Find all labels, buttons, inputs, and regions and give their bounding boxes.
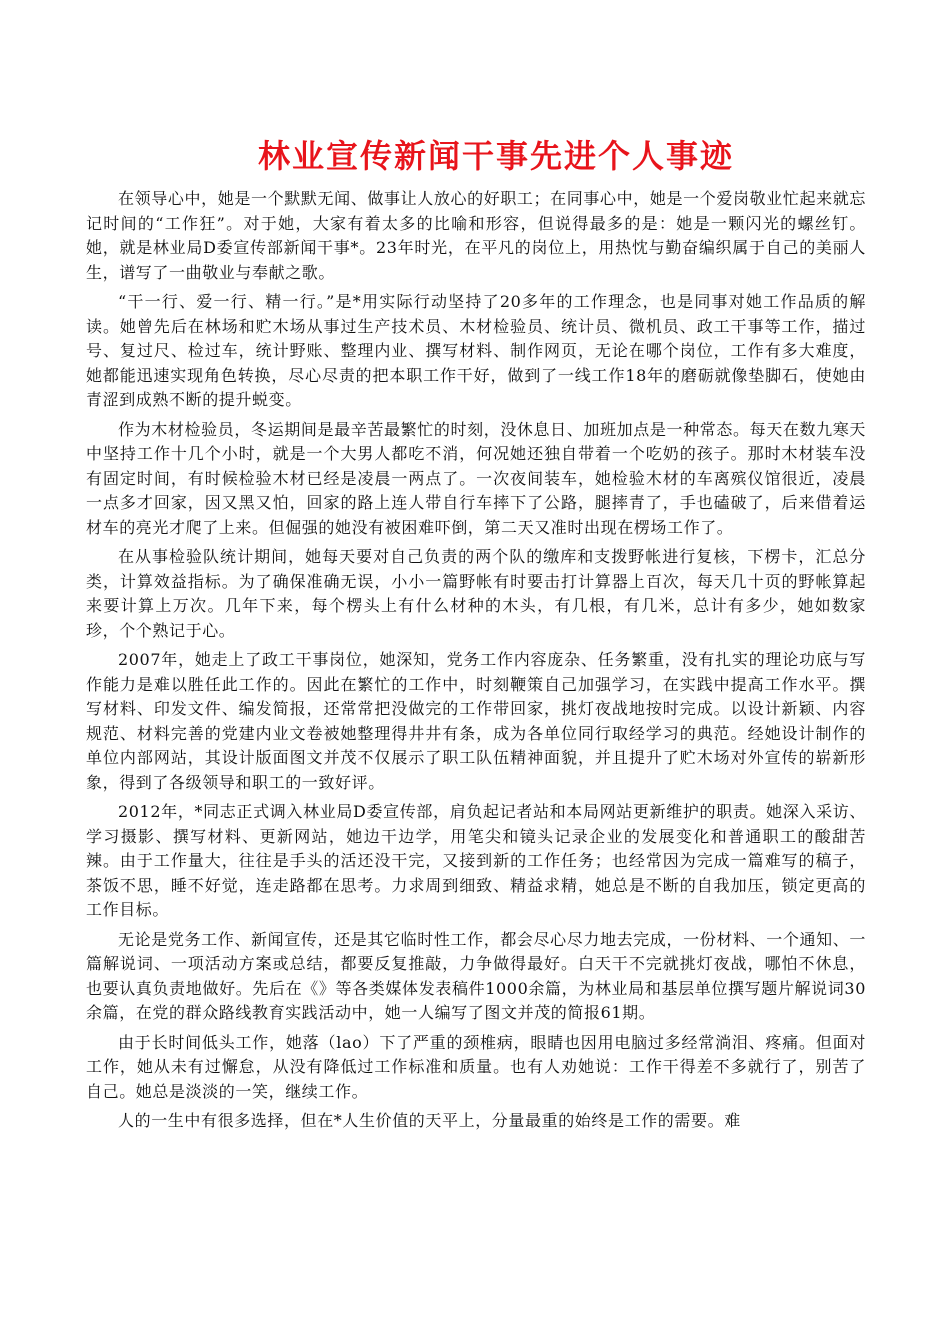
paragraph-8: 由于长时间低头工作，她落（lao）下了严重的颈椎病，眼睛也因用电脑过多经常淌泪、疼痛。但面对工作，她从未有过懈怠，从没有降低过工作标准和质量。也有人劝她说：工作干得差不多就行了，别苦了自己。她总是淡淡的一笑，继续工作。	[86, 1032, 866, 1101]
paragraph-9: 人的一生中有很多选择，但在*人生价值的天平上，分量最重的始终是工作的需要。难	[118, 1111, 741, 1130]
paragraph-1: 在领导心中，她是一个默默无闻、做事让人放心的好职工；在同事心中，她是一个爱岗敬业忙起来就忘记时间的“工作狂”。对于她，大家有着太多的比喻和形容，但说得最多的是：她是一颗闪光的螺丝钉。她，就是林业局D委宣传部新闻干事*。23年时光，在平凡的岗位上，用热忱与勤奋编织属于自己的美丽人生，谱写了一曲敬业与奉献之歌。	[86, 189, 866, 282]
paragraph-2: “干一行、爱一行、精一行。”是*用实际行动坚持了20多年的工作理念，也是同事对她工作品质的解读。她曾先后在林场和贮木场从事过生产技术员、木材检验员、统计员、微机员、政工干事等工作，描过号、复过尺、检过车，统计野账、整理内业、撰写材料、制作网页，无论在哪个岗位，工作有多大难度，她都能迅速实现角色转换，尽心尽责的把本职工作干好，做到了一线工作18年的磨砺就像垫脚石，使她由青涩到成熟不断的提升蜕变。	[86, 292, 866, 409]
paragraph-3: 作为木材检验员，冬运期间是最辛苦最繁忙的时刻，没休息日、加班加点是一种常态。每天在数九寒天中坚持工作十几个小时，就是一个大男人都吃不消，何况她还独自带着一个吃奶的孩子。那时木材装车没有固定时间，有时候检验木材已经是凌晨一两点了。一次夜间装车，她检验木材的车离殡仪馆很近，凌晨一点多才回家，因又黑又怕，回家的路上连人带自行车摔下了公路，腿摔青了，手也磕破了，后来借着运材车的亮光才爬了上来。但倔强的她没有被困难吓倒，第二天又准时出现在楞场工作了。	[86, 419, 866, 537]
document-title: 林业宣传新闻干事先进个人事迹	[257, 137, 734, 175]
paragraph-7: 无论是党务工作、新闻宣传，还是其它临时性工作，都会尽心尽力地去完成，一份材料、一个通知、一篇解说词、一项活动方案或总结，都要反复推敲，力争做得最好。白天干不完就挑灯夜战，哪怕不休息，也要认真负责地做好。先后在《》等各类媒体发表稿件1000余篇，为林业局和基层单位撰写题片解说词30余篇，在党的群众路线教育实践活动中，她一人编写了图文并茂的简报61期。	[86, 929, 866, 1022]
paragraph-5: 2007年，她走上了政工干事岗位，她深知，党务工作内容庞杂、任务繁重，没有扎实的理论功底与写作能力是难以胜任此工作的。因此在繁忙的工作中，时刻鞭策自己加强学习，在实践中提高工作水平。撰写材料、印发文件、编发简报，还常常把没做完的工作带回家，挑灯夜战地按时完成。以设计新颖、内容规范、材料完善的党建内业文卷被她整理得井井有条，成为各单位同行取经学习的典范。经她设计制作的单位内部网站，其设计版面图文并茂不仅展示了职工队伍精神面貌，并且提升了贮木场对外宣传的崭新形象，得到了各级领导和职工的一致好评。	[86, 650, 866, 792]
document-page	[86, 133, 866, 1139]
paragraph-6: 2012年，*同志正式调入林业局D委宣传部，肩负起记者站和本局网站更新维护的职责。她深入采访、学习摄影、撰写材料、更新网站，她边干边学，用笔尖和镜头记录企业的发展变化和普通职工的酸甜苦辣。由于工作量大，往往是手头的活还没干完，又接到新的工作任务；也经常因为完成一篇难写的稿子，茶饭不思，睡不好觉，连走路都在思考。力求周到细致、精益求精，她总是不断的自我加压，锁定更高的工作目标。	[86, 802, 866, 919]
paragraph-4: 在从事检验队统计期间，她每天要对自己负责的两个队的缴库和支拨野帐进行复核，下楞卡，汇总分类，计算效益指标。为了确保准确无误，小小一篇野帐有时要击打计算器上百次，每天几十页的野帐算起来要计算上万次。几年下来，每个楞头上有什么材种的木头，有几根，有几米，总计有多少，她如数家珍，个个熟记于心。	[86, 547, 866, 640]
